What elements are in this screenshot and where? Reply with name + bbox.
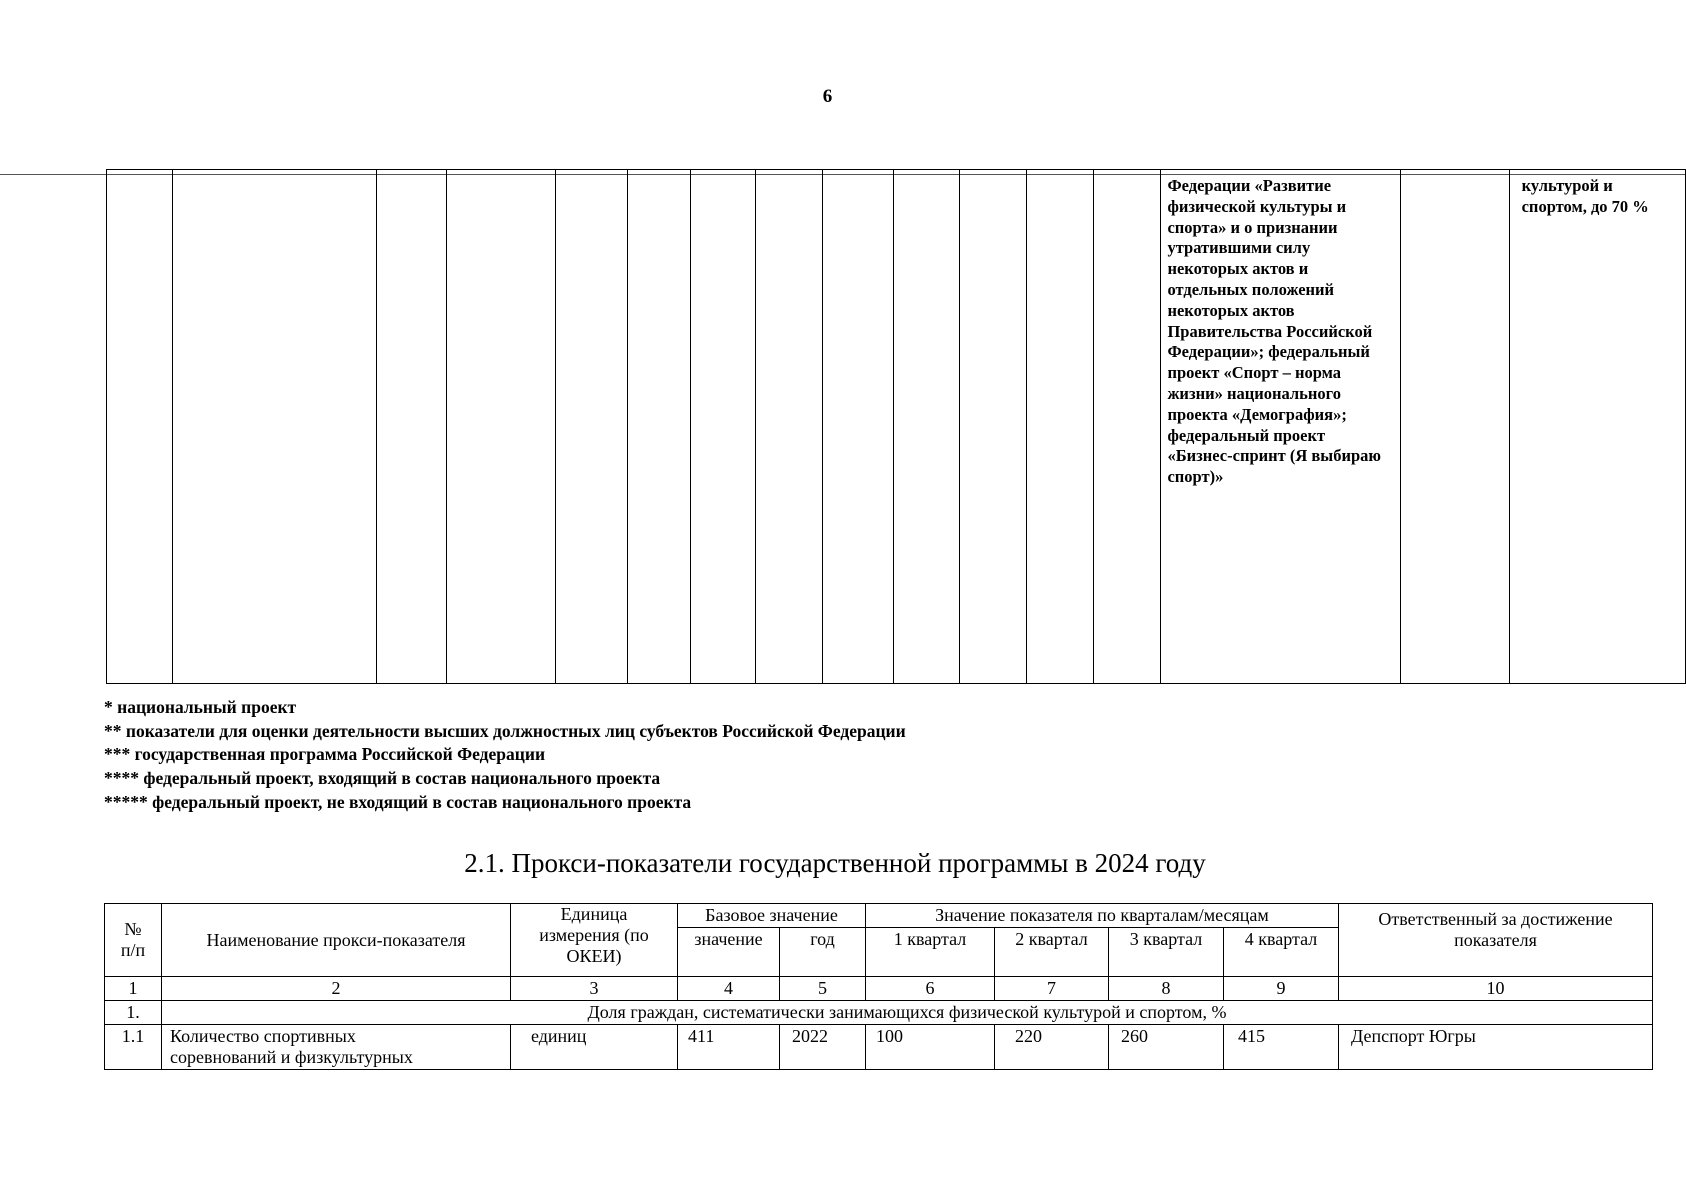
- empty-cell: [556, 170, 628, 684]
- row-q3: 260: [1109, 1025, 1224, 1070]
- continuation-row: [107, 170, 1686, 684]
- footnote: ** показатели для оценки деятельности высших должностных лиц субъектов Российской Федерации: [104, 720, 906, 741]
- empty-cell: [822, 170, 893, 684]
- empty-cell: [173, 170, 376, 684]
- footnote: * национальный проект: [104, 697, 297, 717]
- row-num: 1.1: [105, 1025, 162, 1070]
- header-q3: 3 квартал: [1109, 928, 1224, 977]
- empty-cell: [690, 170, 755, 684]
- empty-cell: [107, 170, 173, 684]
- section-title: 2.1. Прокси-показатели государственной программы в 2024 году: [464, 848, 1206, 878]
- footnotes: [104, 696, 906, 815]
- col-number: 8: [1109, 977, 1224, 1001]
- footnote: ***** федеральный проект, не входящий в состав национального проекта: [104, 791, 692, 812]
- empty-cell: [1400, 170, 1509, 684]
- col-number: 4: [678, 977, 780, 1001]
- page-number: 6: [822, 86, 833, 107]
- empty-cell: [1094, 170, 1161, 684]
- row-base-year: 2022: [780, 1025, 866, 1070]
- header-base-value: Базовое значение: [678, 904, 866, 928]
- footnote: **** федеральный проект, входящий в состав национального проекта: [104, 768, 661, 789]
- continuation-table: [106, 169, 1686, 684]
- header-responsible: Ответственный за достижение показателя: [1339, 904, 1653, 977]
- header-base-year-sub: год: [780, 928, 866, 977]
- empty-cell: [446, 170, 556, 684]
- section-row-num: 1.: [105, 1001, 162, 1025]
- row-q2: 220: [995, 1025, 1109, 1070]
- empty-cell: [376, 170, 446, 684]
- row-q1: 100: [866, 1025, 995, 1070]
- empty-cell: [628, 170, 690, 684]
- col-number: 1: [105, 977, 162, 1001]
- header-q2: 2 квартал: [995, 928, 1109, 977]
- target-cell: культурой и спортом, до 70 %: [1509, 170, 1685, 684]
- footnote: *** государственная программа Российской Федерации: [104, 744, 546, 765]
- section-row: [105, 1001, 1653, 1025]
- row-q4: 415: [1224, 1025, 1339, 1070]
- col-number: 10: [1339, 977, 1653, 1001]
- proxy-indicators-table: [104, 903, 1653, 1070]
- header-quarters: Значение показателя по кварталам/месяцам: [866, 904, 1339, 928]
- section-row-title: Доля граждан, систематически занимающихся физической культурой и спортом, %: [162, 1001, 1653, 1025]
- row-responsible: Депспорт Югры: [1339, 1025, 1653, 1070]
- col-number: 3: [511, 977, 678, 1001]
- header-q4: 4 квартал: [1224, 928, 1339, 977]
- empty-cell: [960, 170, 1027, 684]
- row-base-value: 411: [678, 1025, 780, 1070]
- header-row: [105, 904, 1653, 928]
- col-number: 5: [780, 977, 866, 1001]
- federal-projects-cell: Федерации «Развитие физической культуры и спорта» и о признании утратившими силу некоторых актов и отдельных положений некоторых актов Правительства Российской Федерации»; федеральный проект «Спорт – норма жизни» национального проекта «Демография»; федеральный проект «Бизнес-спринт (Я выбираю спорт)»: [1161, 170, 1400, 684]
- header-name: Наименование прокси-показателя: [162, 904, 511, 977]
- row-name: Количество спортивных соревнований и физкультурных: [162, 1025, 511, 1070]
- empty-cell: [755, 170, 822, 684]
- header-unit: Единица измерения (по ОКЕИ): [511, 904, 678, 977]
- empty-cell: [893, 170, 959, 684]
- col-number: 6: [866, 977, 995, 1001]
- row-unit: единиц: [511, 1025, 678, 1070]
- col-number: 2: [162, 977, 511, 1001]
- header-q1: 1 квартал: [866, 928, 995, 977]
- header-base-value-sub: значение: [678, 928, 780, 977]
- header-num: № п/п: [105, 904, 162, 977]
- empty-cell: [1027, 170, 1094, 684]
- column-numbers-row: [105, 977, 1653, 1001]
- col-number: 7: [995, 977, 1109, 1001]
- col-number: 9: [1224, 977, 1339, 1001]
- table-row: [105, 1025, 1653, 1070]
